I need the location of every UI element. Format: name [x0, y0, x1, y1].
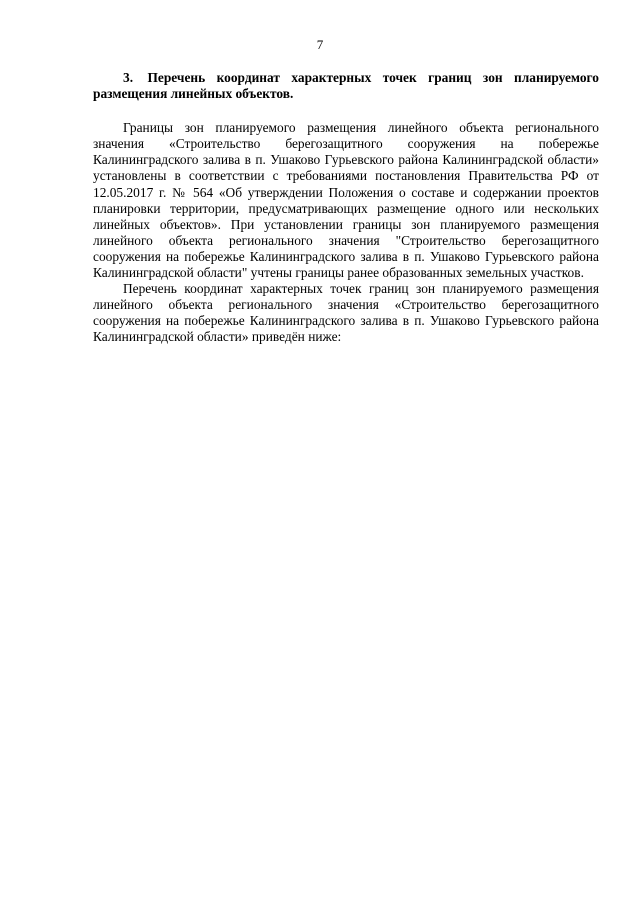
- page-content: [93, 70, 599, 346]
- section-heading: [93, 70, 599, 102]
- paragraph-boundaries: Границы зон планируемого размещения линейного объекта регионального значения «Строительство берегозащитного сооружения на побережье Калининградского залива в п. Ушаково Гурьевского района Калининградской области» установлены в соответствии с требованиями постановления Правительства РФ от 12.05.2017 г. № 564 «Об утверждении Положения о составе и содержании проектов планировки территории, предусматривающих размещение одного или нескольких линейных объектов». При установлении границы зон планируемого размещения линейного объекта регионального значения "Строительство берегозащитного сооружения на побережье Калининградского залива в п. Ушаково Гурьевского района Калининградской области" учтены границы ранее образованных земельных участков.: [93, 120, 599, 281]
- paragraph-coordinates-intro: Перечень координат характерных точек границ зон планируемого размещения линейного объекта регионального значения «Строительство берегозащитного сооружения на побережье Калининградского залива в п. Ушаково Гурьевского района Калининградской области» приведён ниже:: [93, 281, 599, 345]
- section-number: 3.: [123, 70, 134, 85]
- section-title: Перечень координат характерных точек границ зон планируемого размещения линейных объектов.: [93, 70, 599, 102]
- page-number: 7: [316, 37, 324, 52]
- spacer: [93, 102, 599, 120]
